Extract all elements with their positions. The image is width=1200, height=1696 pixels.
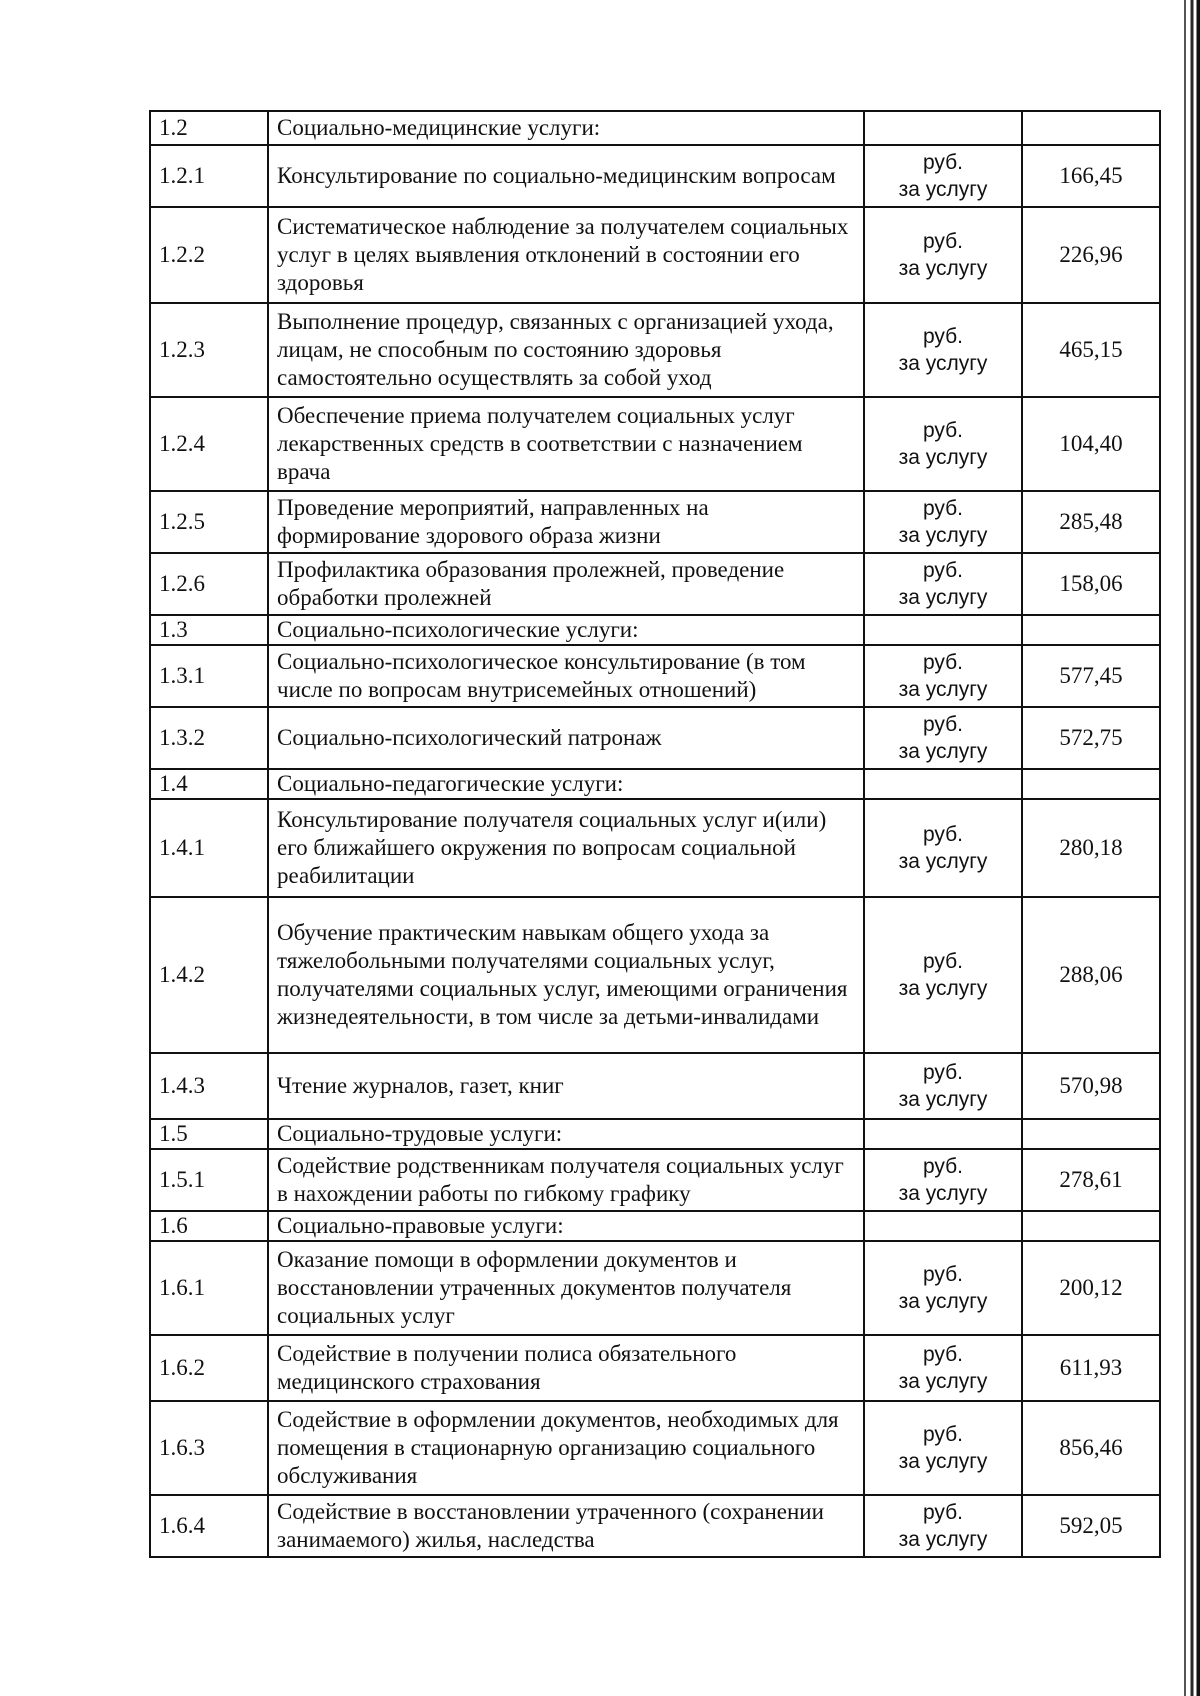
table-row	[150, 145, 1160, 207]
service-name: Содействие в оформлении документов, необходимых для помещения в стационарную организацию социального обслуживания	[268, 1401, 864, 1495]
section-title: Социально-педагогические услуги:	[268, 769, 864, 799]
table-row	[150, 1053, 1160, 1119]
unit-currency: руб.	[922, 1263, 964, 1286]
service-name: Чтение журналов, газет, книг	[268, 1053, 864, 1119]
table-row	[150, 799, 1160, 897]
unit-cell	[864, 111, 1022, 145]
service-name: Обучение практическим навыкам общего ухода за тяжелобольными получателями социальных услуг, получателями социальных услуг, имеющими ограничения жизнедеятельности, в том числе за детьми-инвалидами	[268, 897, 864, 1053]
row-code: 1.6.1	[150, 1241, 268, 1335]
unit-cell	[864, 1335, 1022, 1401]
table-row	[150, 207, 1160, 303]
unit-cell	[864, 645, 1022, 707]
table-row	[150, 1241, 1160, 1335]
unit-per-service: за услугу	[898, 352, 988, 375]
table-row	[150, 645, 1160, 707]
unit-currency: руб.	[922, 950, 964, 973]
row-code: 1.2.1	[150, 145, 268, 207]
price-cell: 166,45	[1022, 145, 1160, 207]
unit-per-service: за услугу	[898, 1370, 988, 1393]
price-cell: 288,06	[1022, 897, 1160, 1053]
unit-cell	[864, 207, 1022, 303]
unit-cell	[864, 1495, 1022, 1557]
unit-cell	[864, 1053, 1022, 1119]
unit-cell	[864, 1241, 1022, 1335]
row-code: 1.5	[150, 1119, 268, 1149]
unit-per-service: за услугу	[898, 1088, 988, 1111]
row-code: 1.3.2	[150, 707, 268, 769]
table-row	[150, 491, 1160, 553]
table-row	[150, 553, 1160, 615]
service-name: Содействие в получении полиса обязательного медицинского страхования	[268, 1335, 864, 1401]
price-cell: 278,61	[1022, 1149, 1160, 1211]
unit-currency: руб.	[922, 559, 964, 582]
tariff-table	[149, 110, 1161, 1558]
service-name: Обеспечение приема получателем социальных услуг лекарственных средств в соответствии с назначением врача	[268, 397, 864, 491]
row-code: 1.2.2	[150, 207, 268, 303]
unit-currency: руб.	[922, 1061, 964, 1084]
unit-per-service: за услугу	[898, 1450, 988, 1473]
unit-currency: руб.	[922, 1343, 964, 1366]
unit-per-service: за услугу	[898, 524, 988, 547]
service-name: Содействие в восстановлении утраченного (сохранении занимаемого) жилья, наследства	[268, 1495, 864, 1557]
service-name: Содействие родственникам получателя социальных услуг в нахождении работы по гибкому графику	[268, 1149, 864, 1211]
section-title: Социально-правовые услуги:	[268, 1211, 864, 1241]
unit-per-service: за услугу	[898, 586, 988, 609]
unit-per-service: за услугу	[898, 678, 988, 701]
price-cell: 592,05	[1022, 1495, 1160, 1557]
price-cell: 158,06	[1022, 553, 1160, 615]
price-cell: 280,18	[1022, 799, 1160, 897]
price-cell: 577,45	[1022, 645, 1160, 707]
price-cell	[1022, 769, 1160, 799]
unit-currency: руб.	[922, 1501, 964, 1524]
unit-cell	[864, 145, 1022, 207]
row-code: 1.4.3	[150, 1053, 268, 1119]
row-code: 1.6.4	[150, 1495, 268, 1557]
unit-per-service: за услугу	[898, 257, 988, 280]
price-cell: 285,48	[1022, 491, 1160, 553]
unit-currency: руб.	[922, 713, 964, 736]
row-code: 1.6.3	[150, 1401, 268, 1495]
unit-cell	[864, 1119, 1022, 1149]
unit-per-service: за услугу	[898, 1528, 988, 1551]
row-code: 1.2.4	[150, 397, 268, 491]
section-title: Социально-трудовые услуги:	[268, 1119, 864, 1149]
unit-per-service: за услугу	[898, 740, 988, 763]
section-row	[150, 769, 1160, 799]
section-row	[150, 111, 1160, 145]
unit-currency: руб.	[922, 497, 964, 520]
unit-currency: руб.	[922, 230, 964, 253]
section-row	[150, 1211, 1160, 1241]
row-code: 1.4	[150, 769, 268, 799]
unit-currency: руб.	[922, 419, 964, 442]
row-code: 1.4.2	[150, 897, 268, 1053]
unit-per-service: за услугу	[898, 977, 988, 1000]
unit-currency: руб.	[922, 651, 964, 674]
table-row	[150, 303, 1160, 397]
price-cell: 572,75	[1022, 707, 1160, 769]
unit-per-service: за услугу	[898, 178, 988, 201]
table-row	[150, 1335, 1160, 1401]
price-cell	[1022, 1119, 1160, 1149]
table-row	[150, 707, 1160, 769]
price-cell: 570,98	[1022, 1053, 1160, 1119]
unit-cell	[864, 1149, 1022, 1211]
price-cell: 465,15	[1022, 303, 1160, 397]
unit-cell	[864, 1401, 1022, 1495]
unit-currency: руб.	[922, 1155, 964, 1178]
unit-per-service: за услугу	[898, 446, 988, 469]
price-cell: 611,93	[1022, 1335, 1160, 1401]
unit-cell	[864, 397, 1022, 491]
price-cell: 200,12	[1022, 1241, 1160, 1335]
price-cell	[1022, 111, 1160, 145]
service-name: Социально-психологический патронаж	[268, 707, 864, 769]
unit-per-service: за услугу	[898, 850, 988, 873]
unit-currency: руб.	[922, 1423, 964, 1446]
price-cell: 104,40	[1022, 397, 1160, 491]
table-row	[150, 1495, 1160, 1557]
service-name: Консультирование по социально-медицинским вопросам	[268, 145, 864, 207]
unit-currency: руб.	[922, 325, 964, 348]
unit-cell	[864, 615, 1022, 645]
unit-cell	[864, 897, 1022, 1053]
table-row	[150, 1401, 1160, 1495]
scan-border	[1186, 0, 1200, 1696]
unit-per-service: за услугу	[898, 1290, 988, 1313]
unit-cell	[864, 769, 1022, 799]
service-name: Оказание помощи в оформлении документов и восстановлении утраченных документов получателя социальных услуг	[268, 1241, 864, 1335]
section-row	[150, 615, 1160, 645]
service-name: Консультирование получателя социальных услуг и(или) его ближайшего окружения по вопросам социальной реабилитации	[268, 799, 864, 897]
service-name: Проведение мероприятий, направленных на формирование здорового образа жизни	[268, 491, 864, 553]
unit-currency: руб.	[922, 151, 964, 174]
section-row	[150, 1119, 1160, 1149]
row-code: 1.2	[150, 111, 268, 145]
table-row	[150, 1149, 1160, 1211]
section-title: Социально-психологические услуги:	[268, 615, 864, 645]
table-row	[150, 897, 1160, 1053]
unit-cell	[864, 799, 1022, 897]
row-code: 1.5.1	[150, 1149, 268, 1211]
section-title: Социально-медицинские услуги:	[268, 111, 864, 145]
row-code: 1.6.2	[150, 1335, 268, 1401]
price-cell	[1022, 1211, 1160, 1241]
price-cell: 856,46	[1022, 1401, 1160, 1495]
service-name: Профилактика образования пролежней, проведение обработки пролежней	[268, 553, 864, 615]
row-code: 1.2.5	[150, 491, 268, 553]
row-code: 1.2.3	[150, 303, 268, 397]
tariff-table-body	[150, 111, 1160, 1557]
service-name: Выполнение процедур, связанных с организацией ухода, лицам, не способным по состоянию здоровья самостоятельно осуществлять за собой уход	[268, 303, 864, 397]
price-cell: 226,96	[1022, 207, 1160, 303]
price-cell	[1022, 615, 1160, 645]
row-code: 1.2.6	[150, 553, 268, 615]
unit-cell	[864, 707, 1022, 769]
row-code: 1.3	[150, 615, 268, 645]
table-row	[150, 397, 1160, 491]
row-code: 1.4.1	[150, 799, 268, 897]
unit-cell	[864, 303, 1022, 397]
unit-cell	[864, 491, 1022, 553]
service-name: Социально-психологическое консультирование (в том числе по вопросам внутрисемейных отношений)	[268, 645, 864, 707]
row-code: 1.3.1	[150, 645, 268, 707]
unit-cell	[864, 1211, 1022, 1241]
unit-cell	[864, 553, 1022, 615]
unit-currency: руб.	[922, 823, 964, 846]
unit-per-service: за услугу	[898, 1182, 988, 1205]
service-name: Систематическое наблюдение за получателем социальных услуг в целях выявления отклонений в состоянии его здоровья	[268, 207, 864, 303]
row-code: 1.6	[150, 1211, 268, 1241]
